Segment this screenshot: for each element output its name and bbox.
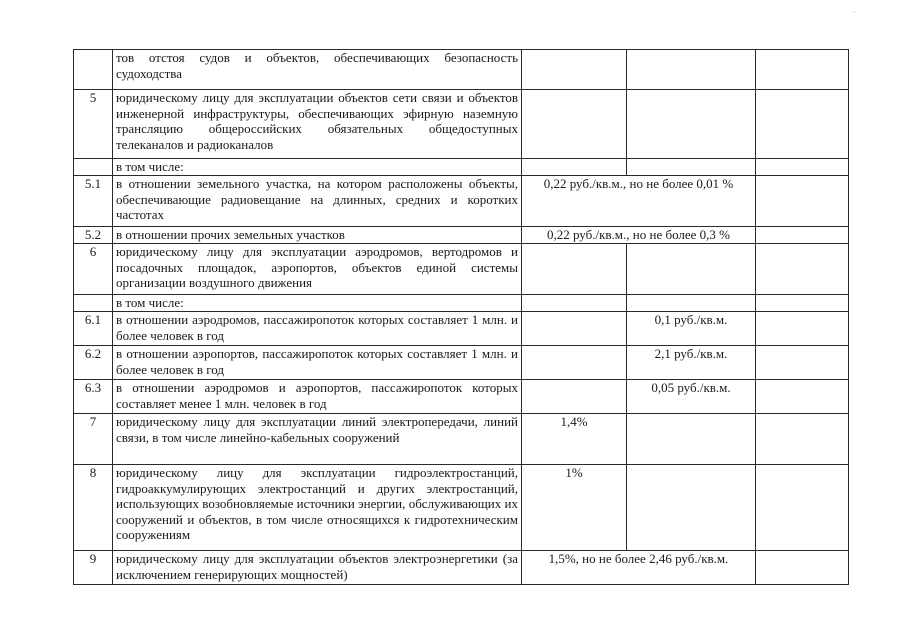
row-description: юридическому лицу для эксплуатации гидроэлектростанций, гидроаккумулирующих электростанций и других электростанций, использующих возобновляемые источники энергии, обслуживающих их сооружений и объектов, в том числе относящихся к гидротехническим сооружениям	[113, 465, 522, 551]
empty-cell	[756, 465, 849, 551]
scan-speck: ·	[853, 8, 856, 17]
rate-percent-cell: 1%	[522, 465, 627, 551]
tariff-table	[73, 49, 849, 585]
fixed-rate-cell: 0,05 руб./кв.м.	[627, 380, 756, 414]
row-description: в отношении аэродромов, пассажиропоток которых составляет 1 млн. и более человек в год	[113, 312, 522, 346]
fixed-rate-cell	[627, 295, 756, 312]
row-number: 9	[74, 551, 113, 585]
table-row	[74, 312, 849, 346]
merged-rate-cell: 0,22 руб./кв.м., но не более 0,3 %	[522, 227, 756, 244]
row-description: юридическому лицу для эксплуатации объектов сети связи и объектов инженерной инфраструктуры, обеспечивающих эфирную наземную трансляцию общероссийских обязательных общедоступных телеканалов и радиоканалов	[113, 90, 522, 159]
table-row	[74, 346, 849, 380]
rate-percent-cell	[522, 90, 627, 159]
row-number	[74, 50, 113, 90]
table-row	[74, 551, 849, 585]
fixed-rate-cell	[627, 414, 756, 465]
merged-rate-cell: 1,5%, но не более 2,46 руб./кв.м.	[522, 551, 756, 585]
row-number	[74, 295, 113, 312]
table-row	[74, 90, 849, 159]
empty-cell	[756, 312, 849, 346]
empty-cell	[756, 295, 849, 312]
row-description: тов отстоя судов и объектов, обеспечивающих безопасность судоходства	[113, 50, 522, 90]
empty-cell	[756, 244, 849, 295]
row-number: 6.1	[74, 312, 113, 346]
table-row	[74, 414, 849, 465]
row-number: 6.3	[74, 380, 113, 414]
row-description: в отношении земельного участка, на котором расположены объекты, обеспечивающие радиовещание на длинных, средних и коротких частотах	[113, 176, 522, 227]
fixed-rate-cell	[627, 90, 756, 159]
table-row	[74, 50, 849, 90]
empty-cell	[756, 50, 849, 90]
row-description: в отношении аэропортов, пассажиропоток которых составляет 1 млн. и более человек в год	[113, 346, 522, 380]
rate-percent-cell: 1,4%	[522, 414, 627, 465]
tariff-table-body	[74, 50, 849, 585]
fixed-rate-cell	[627, 50, 756, 90]
empty-cell	[756, 346, 849, 380]
row-number	[74, 159, 113, 176]
empty-cell	[756, 551, 849, 585]
table-row	[74, 465, 849, 551]
row-number: 6.2	[74, 346, 113, 380]
row-number: 5.1	[74, 176, 113, 227]
row-description: в отношении аэродромов и аэропортов, пассажиропоток которых составляет менее 1 млн. человек в год	[113, 380, 522, 414]
empty-cell	[756, 414, 849, 465]
fixed-rate-cell	[627, 465, 756, 551]
row-number: 5	[74, 90, 113, 159]
row-number: 5.2	[74, 227, 113, 244]
table-row	[74, 380, 849, 414]
empty-cell	[756, 227, 849, 244]
row-description: юридическому лицу для эксплуатации объектов электроэнергетики (за исключением генерирующих мощностей)	[113, 551, 522, 585]
rate-percent-cell	[522, 312, 627, 346]
fixed-rate-cell: 2,1 руб./кв.м.	[627, 346, 756, 380]
rate-percent-cell	[522, 50, 627, 90]
table-row	[74, 176, 849, 227]
fixed-rate-cell	[627, 159, 756, 176]
row-number: 8	[74, 465, 113, 551]
row-number: 7	[74, 414, 113, 465]
fixed-rate-cell	[627, 244, 756, 295]
rate-percent-cell	[522, 295, 627, 312]
fixed-rate-cell: 0,1 руб./кв.м.	[627, 312, 756, 346]
row-description: в том числе:	[113, 159, 522, 176]
rate-percent-cell	[522, 159, 627, 176]
row-description: в отношении прочих земельных участков	[113, 227, 522, 244]
table-row	[74, 295, 849, 312]
table-row	[74, 244, 849, 295]
merged-rate-cell: 0,22 руб./кв.м., но не более 0,01 %	[522, 176, 756, 227]
row-description: юридическому лицу для эксплуатации аэродромов, вертодромов и посадочных площадок, аэропортов, объектов единой системы организации воздушного движения	[113, 244, 522, 295]
table-row	[74, 227, 849, 244]
row-number: 6	[74, 244, 113, 295]
empty-cell	[756, 176, 849, 227]
rate-percent-cell	[522, 346, 627, 380]
empty-cell	[756, 90, 849, 159]
rate-percent-cell	[522, 380, 627, 414]
empty-cell	[756, 159, 849, 176]
row-description: в том числе:	[113, 295, 522, 312]
row-description: юридическому лицу для эксплуатации линий электропередачи, линий связи, в том числе линейно-кабельных сооружений	[113, 414, 522, 465]
empty-cell	[756, 380, 849, 414]
rate-percent-cell	[522, 244, 627, 295]
table-row	[74, 159, 849, 176]
